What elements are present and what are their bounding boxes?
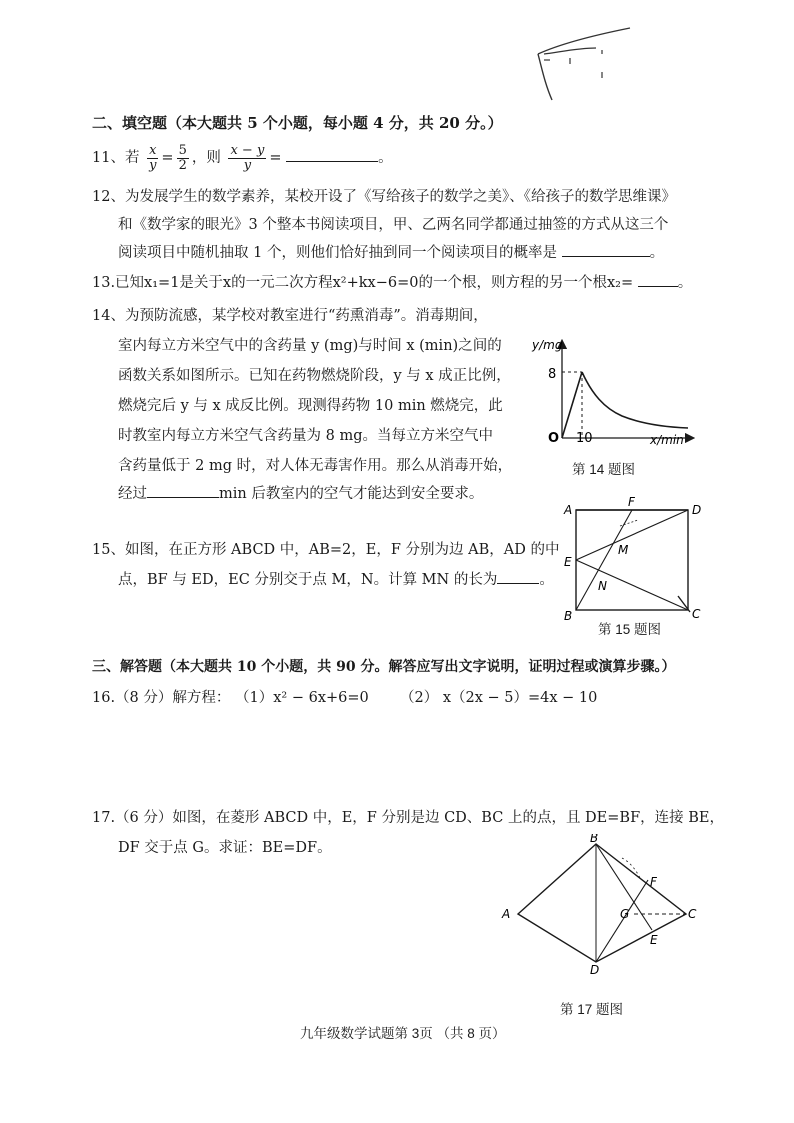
question-11: 11、若 $\frac{x}{y}$ = $\frac{5}{2}$ ，则 $\frac{x - y}{y}$ = 。 bbox=[92, 142, 393, 173]
q14-line3: 函数关系如图所示。已知在药物燃烧阶段，y 与 x 成正比例， bbox=[118, 368, 511, 384]
question-13: 13.已知x₁=1是关于x的一元二次方程x²+kx−6=0的一个根，则方程的另一个根x₂= 。 bbox=[92, 275, 693, 291]
q13-text: 13.已知x₁=1是关于x的一元二次方程x²+kx−6=0的一个根，则方程的另一个根x₂= bbox=[92, 275, 634, 291]
q11-answer-blank[interactable] bbox=[286, 161, 378, 162]
q15-figure bbox=[560, 496, 710, 624]
q15-label-b: B bbox=[564, 609, 573, 623]
q13-answer-blank[interactable] bbox=[638, 286, 678, 287]
q12-line3-text: 阅读项目中随机抽取 1 个，则他们恰好抽到同一个阅读项目的概率是 bbox=[118, 245, 557, 261]
q12-answer-blank[interactable] bbox=[562, 256, 650, 257]
q17-figure bbox=[494, 834, 704, 974]
q17-label-e: E bbox=[650, 933, 658, 947]
q17-label-a: A bbox=[502, 907, 511, 921]
segment-df bbox=[596, 880, 648, 962]
segment-ec bbox=[576, 560, 688, 610]
q14-origin-label: O bbox=[548, 431, 560, 446]
section3-heading: 三、解答题（本大题共 10 个小题，共 90 分。解答应写出文字说明，证明过程或演算步骤。） bbox=[92, 659, 676, 675]
q12-line2: 和《数学家的眼光》3 个整本书阅读项目，甲、乙两名同学都通过抽签的方式从这三个 bbox=[118, 217, 669, 233]
pencil-arc bbox=[622, 858, 640, 878]
q17-line2: DF 交于点 G。求证：BE=DF。 bbox=[118, 840, 332, 856]
q12-line1: 12、为发展学生的数学素养，某校开设了《写给孩子的数学之美》、《给孩子的数学思维课》 bbox=[92, 189, 676, 205]
q14-line7: 经过 min 后教室内的空气才能达到安全要求。 bbox=[118, 486, 484, 502]
rhombus-abcd bbox=[518, 844, 686, 962]
pencil-scribble bbox=[530, 14, 640, 104]
q14-caption: 第 14 题图 bbox=[572, 462, 636, 477]
q14-y-axis-label: y/mg bbox=[532, 338, 563, 352]
q11-fraction-x-over-y: $\frac{x}{y}$ bbox=[149, 142, 157, 173]
q14-x-axis-label: x/min bbox=[650, 433, 684, 447]
q16-prefix: 16.（8 分）解方程： bbox=[92, 690, 231, 706]
segment-ed bbox=[576, 510, 688, 560]
q15-answer-blank[interactable] bbox=[497, 583, 539, 584]
q17-label-f: F bbox=[650, 875, 657, 889]
section2-heading: 二、填空题（本大题共 5 个小题，每小题 4 分，共 20 分。） bbox=[92, 114, 503, 132]
q16-part2: （2） x（2x − 5）=4x − 10 bbox=[400, 690, 598, 706]
q11-mid: ，则 bbox=[191, 150, 221, 166]
q15-label-n: N bbox=[598, 579, 607, 593]
q14-line5: 时教室内每立方米空气含药量为 8 mg。当每立方米空气中 bbox=[118, 428, 493, 444]
q15-label-a: A bbox=[564, 503, 573, 517]
q15-label-f: F bbox=[628, 496, 635, 509]
q17-label-c: C bbox=[688, 907, 697, 921]
q14-line1: 14、为预防流感，某学校对教室进行“药熏消毒”。消毒期间， bbox=[92, 308, 488, 324]
q14-inverse-curve bbox=[582, 372, 688, 428]
segment-bf bbox=[576, 510, 632, 610]
page-footer: 九年级数学试题第 3页 （共 8 页） bbox=[300, 1026, 506, 1041]
q14-answer-blank[interactable] bbox=[147, 497, 219, 498]
q15-line1: 15、如图，在正方形 ABCD 中，AB=2，E，F 分别为边 AB，AD 的中 bbox=[92, 542, 560, 558]
pencil-mark-1 bbox=[620, 520, 638, 526]
q14-graph bbox=[518, 336, 698, 448]
q14-y-tick-label: 8 bbox=[548, 367, 557, 382]
q14-line4: 燃烧完后 y 与 x 成反比例。现测得药物 10 min 燃烧完，此 bbox=[118, 398, 503, 414]
q17-line1: 17.（6 分）如图，在菱形 ABCD 中，E，F 分别是边 CD、BC 上的点，且 DE=BF，连接 BE， bbox=[92, 810, 724, 826]
q17-label-b: B bbox=[590, 834, 599, 845]
q11-number: 11、 bbox=[92, 150, 125, 166]
q14-x-tick-label: 10 bbox=[576, 431, 593, 446]
q11-prefix: 若 bbox=[124, 150, 140, 166]
q14-line2: 室内每立方米空气中的含药量 y (mg)与时间 x (min)之间的 bbox=[118, 338, 502, 354]
question-16 bbox=[92, 688, 369, 708]
q17-label-g: G bbox=[620, 907, 630, 921]
q17-label-d: D bbox=[590, 963, 600, 974]
q16-part1: （1）x² − 6x+6=0 bbox=[235, 690, 369, 706]
q14-line6: 含药量低于 2 mg 时，对人体无毒害作用。那么从消毒开始， bbox=[118, 458, 513, 474]
q15-label-c: C bbox=[692, 607, 701, 621]
q15-label-d: D bbox=[692, 503, 702, 517]
q15-caption: 第 15 题图 bbox=[598, 622, 662, 637]
q15-line2: 点，BF 与 ED，EC 分别交于点 M，N。计算 MN 的长为 。 bbox=[118, 572, 554, 588]
q11-fraction-expression: $\frac{x - y}{y}$ bbox=[230, 142, 265, 173]
q12-line3: 阅读项目中随机抽取 1 个，则他们恰好抽到同一个阅读项目的概率是 。 bbox=[118, 245, 665, 261]
q14-linear-segment bbox=[562, 372, 582, 438]
q15-label-m: M bbox=[618, 543, 629, 557]
q15-label-e: E bbox=[564, 555, 572, 569]
q17-caption: 第 17 题图 bbox=[560, 1002, 624, 1017]
q11-fraction-5-over-2: $\frac{5}{2}$ bbox=[178, 142, 187, 173]
square-abcd bbox=[576, 510, 688, 610]
